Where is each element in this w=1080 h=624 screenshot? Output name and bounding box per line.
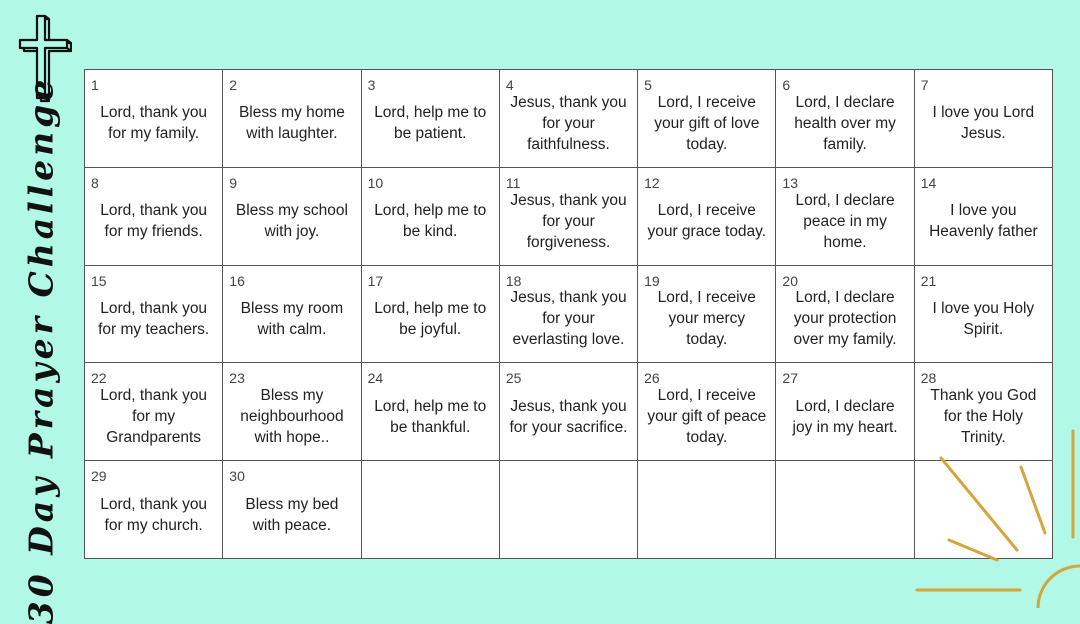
day-number: 28 [920, 370, 937, 387]
page-title: 30 Day Prayer Challenge [21, 75, 61, 624]
prayer-text: Bless my bed with peace. [245, 495, 339, 534]
day-number: 29 [91, 468, 107, 485]
prayer-text: Jesus, thank you for your faithfulness. [510, 93, 627, 153]
day-cell [85, 168, 223, 266]
prayer-text: Lord, thank you for my church. [100, 495, 208, 534]
day-number: 27 [782, 370, 798, 387]
day-cell [915, 70, 1053, 168]
day-cell [638, 266, 776, 364]
day-number: 13 [782, 174, 798, 191]
day-number: 1 [91, 77, 99, 93]
day-number: 6 [782, 77, 791, 93]
day-cell [638, 363, 776, 461]
prayer-text: Lord, I receive your grace today. [647, 202, 767, 241]
prayer-text: I love you Holy Spirit. [932, 299, 1035, 338]
prayer-text: Bless my school with joy. [235, 202, 348, 241]
day-number: 26 [644, 370, 660, 387]
day-number: 18 [505, 272, 522, 289]
prayer-text: Lord, I declare your protection over my family. [793, 289, 897, 349]
day-number: 9 [229, 174, 238, 191]
prayer-text: Bless my home with laughter. [238, 104, 345, 143]
day-number: 14 [920, 174, 937, 191]
day-cell [223, 266, 361, 364]
prayer-text: Lord, help me to be joyful. [374, 299, 487, 338]
day-number: 19 [644, 272, 660, 289]
sun-icon [905, 425, 1080, 608]
day-number: 11 [505, 174, 521, 191]
day-cell [223, 168, 361, 266]
day-cell [776, 363, 914, 461]
day-cell [85, 461, 223, 559]
day-cell [638, 168, 776, 266]
day-cell [362, 266, 500, 364]
day-cell [776, 266, 914, 364]
day-cell [85, 70, 223, 168]
day-number: 22 [91, 370, 107, 387]
day-cell [85, 266, 223, 364]
prayer-text: Jesus, thank you for your forgiveness. [510, 191, 627, 251]
prayer-text: Lord, thank you for my Grandparents [100, 387, 208, 447]
empty-cell [638, 461, 776, 559]
day-number: 12 [644, 174, 660, 191]
prayer-text: Thank you God for the Holy Trinity. [930, 387, 1037, 447]
day-cell [500, 168, 638, 266]
day-cell [362, 363, 500, 461]
day-number: 20 [782, 272, 798, 289]
day-cell [915, 266, 1053, 364]
day-cell [223, 363, 361, 461]
prayer-text: Bless my neighbourhood with hope.. [240, 387, 344, 447]
day-number: 15 [91, 272, 107, 289]
day-number: 23 [229, 370, 245, 387]
prayer-text: Lord, I receive your gift of love today. [654, 93, 760, 153]
day-number: 8 [91, 174, 99, 191]
prayer-text: Lord, help me to be kind. [374, 202, 487, 241]
prayer-text: Lord, I receive your gift of peace today. [647, 387, 767, 447]
prayer-text: Lord, thank you for my teachers. [98, 299, 210, 338]
day-number: 25 [505, 370, 522, 387]
day-cell [362, 70, 500, 168]
day-number: 7 [920, 77, 929, 93]
day-number: 21 [920, 272, 937, 289]
prayer-text: Lord, I declare peace in my home. [795, 191, 895, 251]
prayer-text: Lord, help me to be patient. [374, 104, 487, 143]
day-number: 30 [229, 468, 245, 485]
day-cell [223, 70, 361, 168]
day-number: 2 [229, 77, 238, 93]
day-cell [500, 266, 638, 364]
day-number: 24 [367, 370, 384, 387]
day-number: 3 [367, 77, 376, 93]
day-number: 4 [505, 77, 514, 93]
day-cell [776, 70, 914, 168]
day-number: 16 [229, 272, 245, 289]
prayer-text: I love you Lord Jesus. [932, 104, 1035, 143]
day-cell [915, 168, 1053, 266]
day-cell [362, 168, 500, 266]
prayer-text: Lord, I receive your mercy today. [657, 289, 756, 349]
day-number: 10 [367, 174, 384, 191]
day-number: 5 [644, 77, 652, 93]
prayer-text: Lord, I declare joy in my heart. [792, 397, 898, 436]
prayer-text: Jesus, thank you for your sacrifice. [509, 397, 628, 436]
day-cell [223, 461, 361, 559]
day-cell [85, 363, 223, 461]
empty-cell [500, 461, 638, 559]
prayer-text: I love you Heavenly father [929, 202, 1038, 241]
prayer-text: Lord, I declare health over my family. [794, 93, 896, 153]
prayer-text: Lord, help me to be thankful. [374, 397, 487, 436]
day-cell [638, 70, 776, 168]
prayer-text: Lord, thank you for my family. [100, 104, 208, 143]
day-number: 17 [367, 272, 384, 289]
empty-cell [776, 461, 914, 559]
prayer-text: Lord, thank you for my friends. [100, 202, 208, 241]
empty-cell [362, 461, 500, 559]
prayer-text: Jesus, thank you for your everlasting love. [510, 289, 627, 349]
day-cell [500, 70, 638, 168]
prayer-text: Bless my room with calm. [240, 299, 344, 338]
day-cell [776, 168, 914, 266]
day-cell [500, 363, 638, 461]
